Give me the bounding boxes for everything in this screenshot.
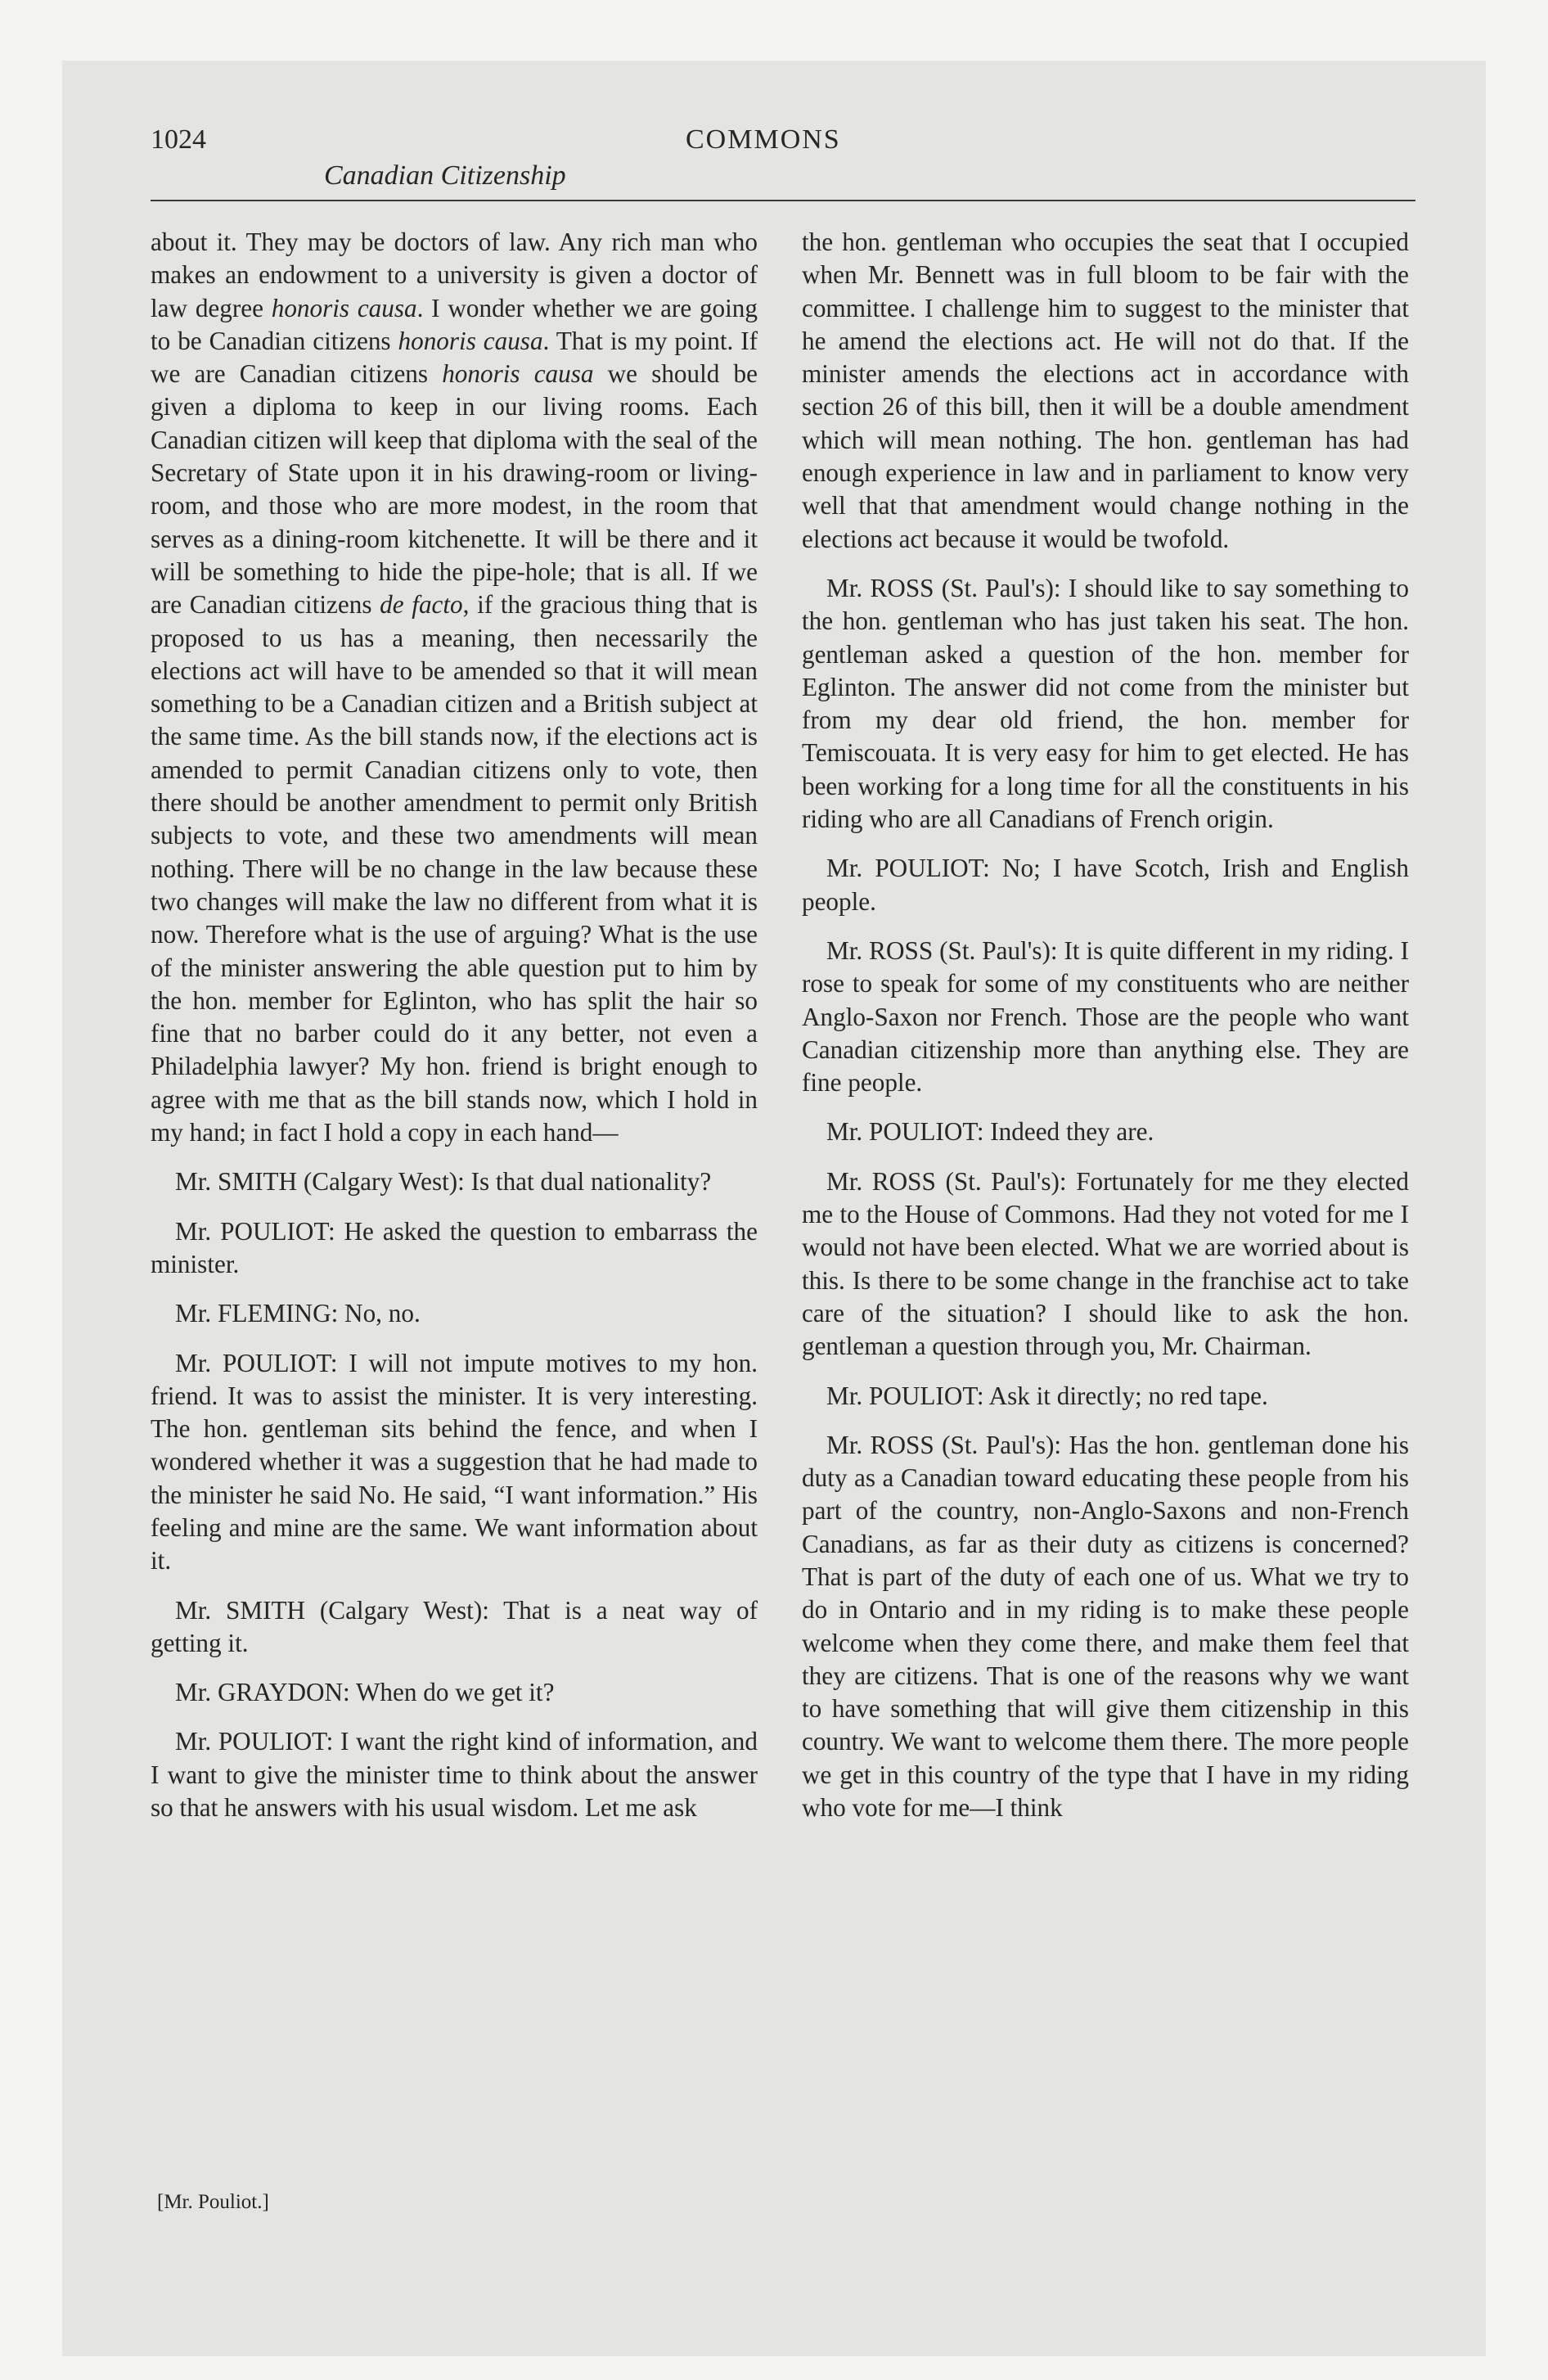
left-paragraph-5: Mr. POULIOT: I will not impute motives to my hon. friend. It was to assist the minister. It is very interesting. The hon. gentleman sits behind the fence, and when I wondered whether it was a suggestion that he had made to the minister he said No. He said, “I want information.” His feeling and mine are the same. We want information about it.	[151, 1348, 758, 1575]
left-p1-italic-4: de facto	[380, 590, 463, 620]
left-paragraph-4: Mr. FLEMING: No, no.	[175, 1299, 421, 1328]
right-paragraph-1: the hon. gentleman who occupies the seat that I occupied when Mr. Bennett was in full bloom to be fair with the committee. I challenge him to suggest to the minister that he amend the elections act. He will not do that. If the minister amends the elections act in accordance with section 26 of this bill, then it will be a double amendment which will mean nothing. The hon. gentleman has had enough experience in law and in parliament to know very well that that amendment would change nothing in the elections act because it would be twofold.	[802, 228, 1409, 553]
left-paragraph-3: Mr. POULIOT: He asked the question to embarrass the minister.	[151, 1216, 758, 1278]
left-paragraph-1	[151, 226, 758, 1149]
left-p1-text-c: . That is my point. If we are Canadian citizens	[151, 326, 758, 389]
left-paragraph-6: Mr. SMITH (Calgary West): That is a neat way of getting it.	[151, 1595, 758, 1657]
right-paragraph-3: Mr. POULIOT: No; I have Scotch, Irish and English people.	[802, 854, 1409, 916]
header-rule	[151, 200, 1415, 201]
left-p1-italic-2: honoris causa	[398, 326, 543, 355]
left-paragraph-7: Mr. GRAYDON: When do we get it?	[175, 1678, 555, 1707]
right-paragraph-2: Mr. ROSS (St. Paul's): I should like to say something to the hon. gentleman who has just taken his seat. The hon. gentleman asked a question of the hon. member for Eglinton. The answer did not come from the minister but from my dear old friend, the hon. member for Temiscouata. It is very easy for him to get elected. He has been working for a long time for all the constituents in his riding who are all Canadians of French origin.	[802, 573, 1409, 834]
left-paragraph-2: Mr. SMITH (Calgary West): Is that dual nationality?	[175, 1167, 712, 1197]
right-paragraph-8: Mr. ROSS (St. Paul's): Has the hon. gentleman done his duty as a Canadian toward educating these people from his part of the country, non-Anglo-Saxons and non-French Canadians, as far as their duty as citizens is concerned? That is part of the duty of each one of us. What we try to do in Ontario and in my riding is to make these people welcome when they come there, and make them feel that they are citizens. That is one of the reasons why we want to have something that will give them citizenship in this country. We want to welcome them there. The more people we get in this country of the type that I have in my riding who vote for me—I think	[802, 1430, 1409, 1823]
left-p1-italic-3: honoris causa	[442, 359, 594, 389]
left-p1-text-d: we should be given a diploma to keep in our living rooms. Each Canadian citizen will keep that diploma with the seal of the Secretary of State upon it in his drawing-room or living-room, and those who are more modest, in the room that serves as a dining-room kitchenette. It will be there and it will be something to hide the pipe-hole; that is all. If we are Canadian citizens	[151, 359, 758, 620]
left-column	[151, 226, 758, 1824]
left-p1-text-a: about it. They may be doctors of law. Any rich man who makes an endowment to a university is given a doctor of law degree	[151, 228, 758, 322]
left-p1-text-e: , if the gracious thing that is proposed to us has a meaning, then necessarily the elections act will have to be amended so that it will mean something to be a Canadian citizen and a British subject at the same time. As the bill stands now, if the elections act is amended to permit Canadian citizens only to vote, then there should be another amendment to permit only British subjects to vote, and these two amendments will mean nothing. There will be no change in the law because these two changes will make the law no different from what it is now. Therefore what is the use of arguing? What is the use of the minister answering the able question put to him by the hon. member for Eglinton, who has split the hair so fine that no barber could do it any better, not even a Philadelphia lawyer? My hon. friend is bright enough to agree with me that as the bill stands now, which I hold in my hand; in fact I hold a copy in each hand—	[151, 590, 758, 1147]
right-paragraph-7: Mr. POULIOT: Ask it directly; no red tape.	[826, 1381, 1268, 1410]
right-paragraph-4: Mr. ROSS (St. Paul's): It is quite different in my riding. I rose to speak for some of my constituents who are neither Anglo-Saxon nor French. Those are the people who want Canadian citizenship more than anything else. They are fine people.	[802, 935, 1409, 1098]
page-title: COMMONS	[686, 124, 841, 155]
right-paragraph-6: Mr. ROSS (St. Paul's): Fortunately for me they elected me to the House of Commons. Had they not voted for me I would not have been elected. What we are worried about is this. Is there to be some change in the franchise act to take care of the situation? I should like to ask the hon. gentleman a question through you, Mr. Chairman.	[802, 1166, 1409, 1361]
left-paragraph-8: Mr. POULIOT: I want the right kind of information, and I want to give the minister time to think about the answer so that he answers with his usual wisdom. Let me ask	[151, 1727, 758, 1823]
right-paragraph-5: Mr. POULIOT: Indeed they are.	[826, 1117, 1154, 1147]
left-p1-italic-1: honoris causa	[271, 293, 417, 322]
page-subtitle: Canadian Citizenship	[324, 160, 566, 191]
right-column	[802, 226, 1409, 1824]
speaker-footnote: [Mr. Pouliot.]	[157, 2191, 269, 2213]
left-p1-text-b: . I wonder whether we are going to be Canadian citizens	[151, 293, 758, 355]
page-number: 1024	[151, 124, 206, 155]
